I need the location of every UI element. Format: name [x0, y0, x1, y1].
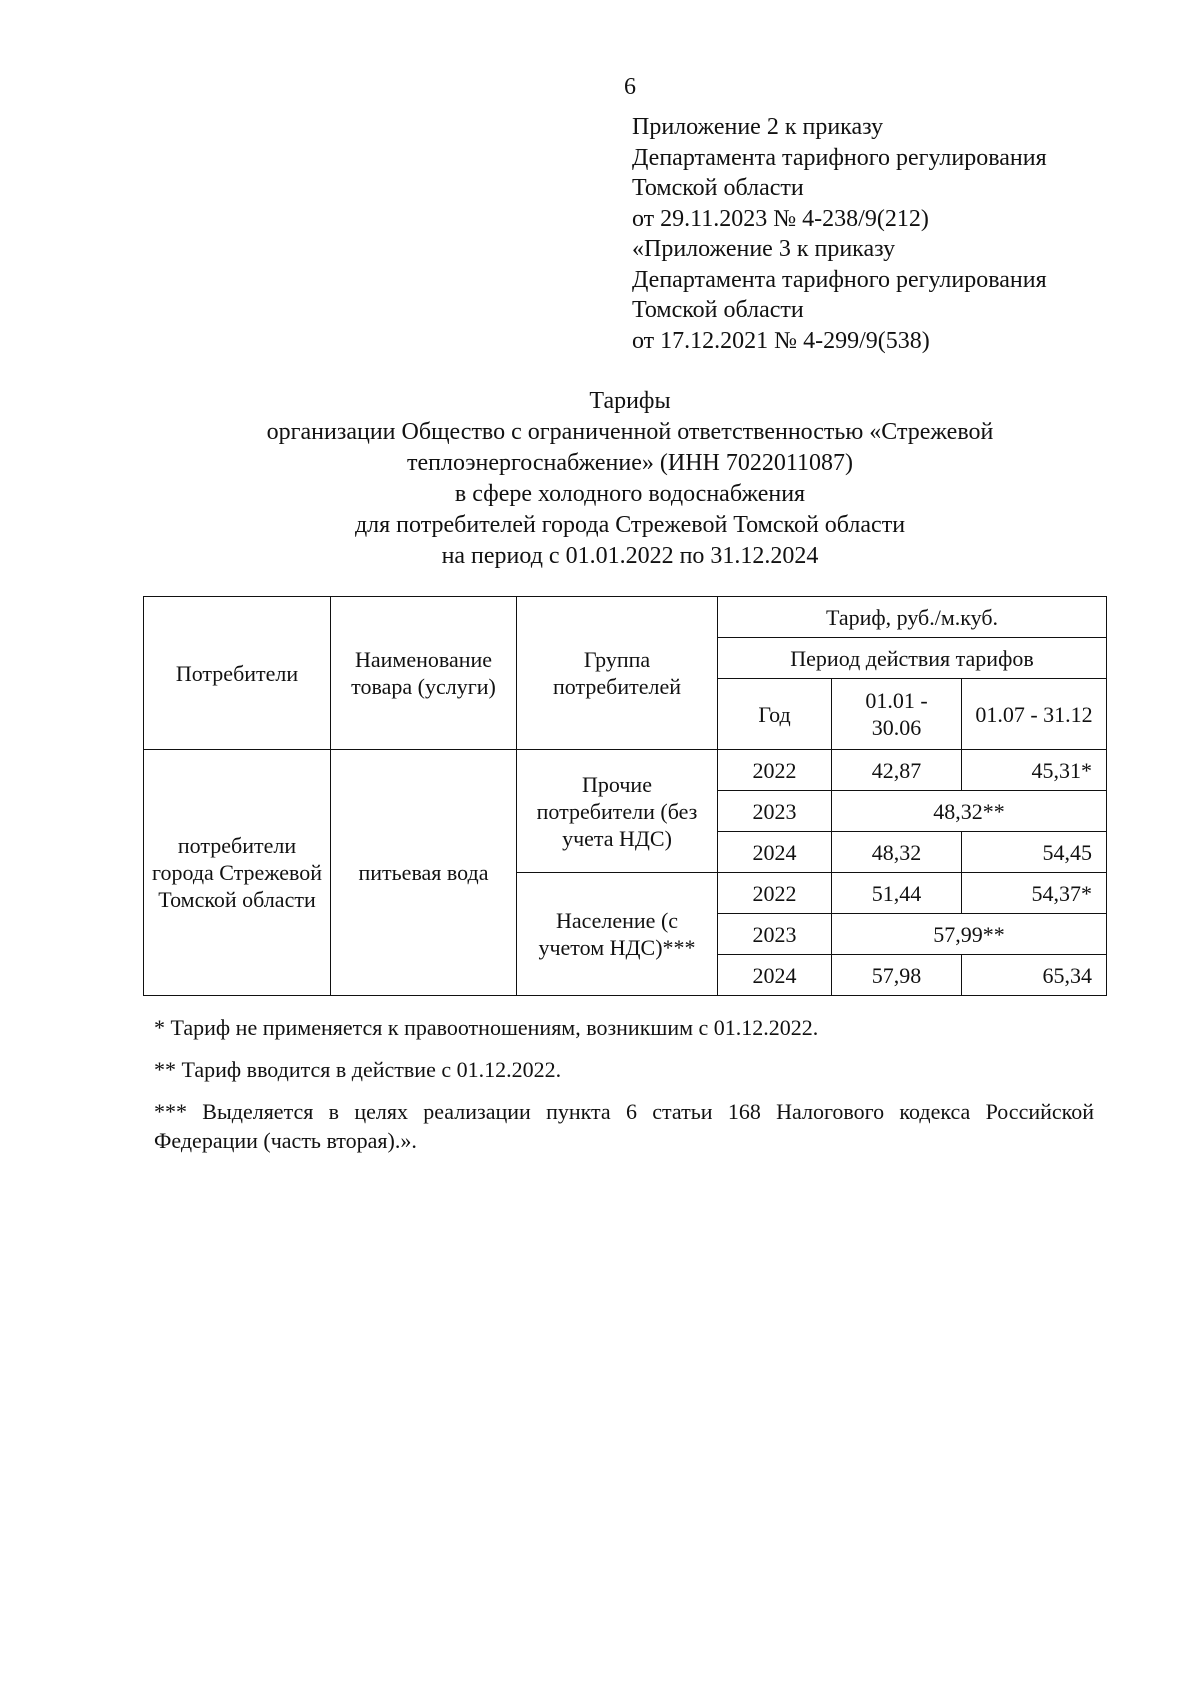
cell-value: 48,32 [832, 832, 962, 873]
cell-year: 2022 [718, 873, 832, 914]
appendix-line: Томской области [632, 175, 804, 201]
header-year: Год [718, 679, 832, 750]
cell-year: 2024 [718, 832, 832, 873]
appendix-line: «Приложение 3 к приказу [632, 236, 896, 262]
cell-value: 54,45 [962, 832, 1107, 873]
header-consumers: Потребители [144, 597, 331, 750]
title-line: Тарифы [589, 388, 671, 414]
footnote: * Тариф не применяется к правоотношениям, возникшим с 01.12.2022. [154, 1015, 819, 1040]
header-half1: 01.01 - 30.06 [832, 679, 962, 750]
title-line: в сфере холодного водоснабжения [454, 481, 806, 507]
title-line: организации Общество с ограниченной ответственностью «Стрежевой [266, 419, 994, 445]
cell-year: 2024 [718, 955, 832, 996]
footnote: ** Тариф вводится в действие с 01.12.2022. [154, 1057, 562, 1082]
appendix-line: Департамента тарифного регулирования [632, 144, 1047, 171]
footnotes [154, 1013, 1094, 1168]
cell-value: 51,44 [832, 873, 962, 914]
cell-group: Прочие потребители (без учета НДС) [517, 750, 718, 873]
cell-value: 65,34 [962, 955, 1107, 996]
cell-group: Население (с учетом НДС)*** [517, 873, 718, 996]
title-line: на период с 01.01.2022 по 31.12.2024 [441, 543, 819, 569]
cell-value: 45,31* [962, 750, 1107, 791]
header-service: Наименование товара (услуги) [331, 597, 517, 750]
cell-value: 57,98 [832, 955, 962, 996]
appendix-line: от 17.12.2021 № 4-299/9(538) [632, 327, 930, 354]
appendix-line: от 29.11.2023 № 4-238/9(212) [632, 205, 929, 232]
cell-consumers: потребители города Стрежевой Томской области [144, 750, 331, 996]
cell-value-merged: 48,32** [832, 791, 1107, 832]
footnote: *** Выделяется в целях реализации пункта 6 статьи 168 Налогового кодекса Российской Федерации (часть вторая).». [154, 1099, 1094, 1153]
header-period: Период действия тарифов [718, 638, 1107, 679]
appendix-reference [632, 112, 1172, 356]
tariff-table [143, 596, 1107, 996]
cell-value: 54,37* [962, 873, 1107, 914]
cell-year: 2023 [718, 914, 832, 955]
title-line: для потребителей города Стрежевой Томской области [354, 512, 906, 538]
cell-service: питьевая вода [331, 750, 517, 996]
header-group: Группа потребителей [517, 597, 718, 750]
cell-value: 42,87 [832, 750, 962, 791]
appendix-line: Приложение 2 к приказу [632, 114, 884, 140]
table-row [144, 750, 1107, 791]
document-title [80, 386, 1180, 572]
table-header-row [144, 597, 1107, 638]
header-tariff: Тариф, руб./м.куб. [718, 597, 1107, 638]
appendix-line: Департамента тарифного регулирования [632, 266, 1047, 293]
cell-year: 2022 [718, 750, 832, 791]
cell-year: 2023 [718, 791, 832, 832]
title-line: теплоэнергоснабжение» (ИНН 7022011087) [406, 450, 853, 476]
appendix-line: Томской области [632, 297, 804, 323]
page-number: 6 [624, 74, 636, 100]
cell-value-merged: 57,99** [832, 914, 1107, 955]
header-half2: 01.07 - 31.12 [962, 679, 1107, 750]
